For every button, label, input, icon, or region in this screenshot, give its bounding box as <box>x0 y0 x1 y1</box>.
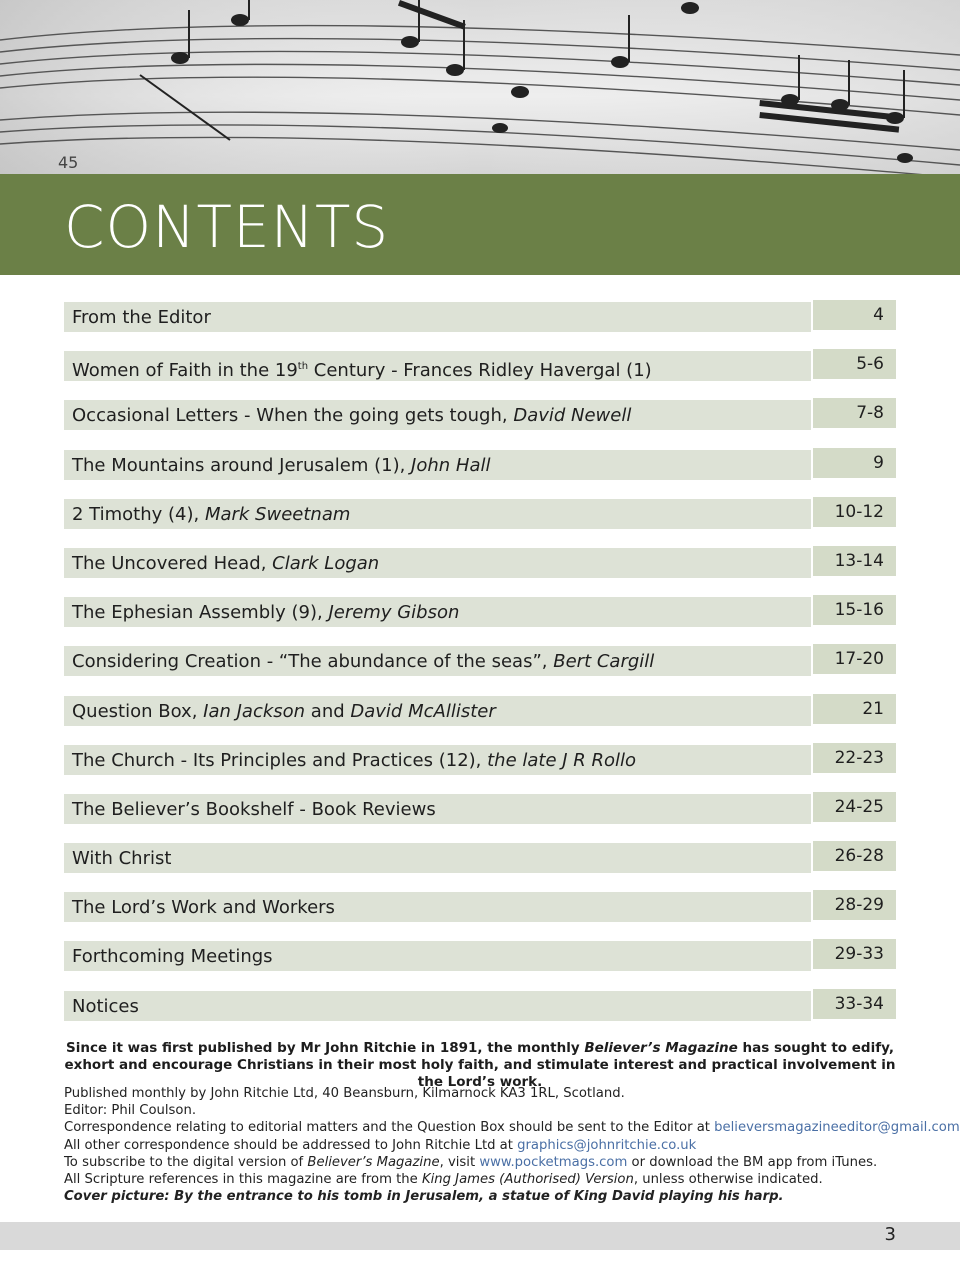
toc-title: Question Box, Ian Jackson and David McAllister <box>64 696 811 726</box>
toc-author: the late J R Rollo <box>487 749 637 771</box>
toc-author: David McAllister <box>350 700 496 722</box>
toc-row[interactable] <box>64 794 896 824</box>
toc-row[interactable] <box>64 646 896 676</box>
publisher-line: Published monthly by John Ritchie Ltd, 40 Beansburn, Kilmarnock KA3 1RL, Scotland. <box>64 1086 625 1101</box>
toc-author: John Hall <box>411 454 491 476</box>
svg-text:45: 45 <box>58 153 79 172</box>
toc-row[interactable] <box>64 302 896 332</box>
toc-title: From the Editor <box>64 302 811 332</box>
pocketmags-link[interactable]: www.pocketmags.com <box>479 1154 628 1170</box>
toc-row[interactable] <box>64 843 896 873</box>
toc-row[interactable] <box>64 597 896 627</box>
toc-title: The Lord’s Work and Workers <box>64 892 811 922</box>
toc-title: The Uncovered Head, Clark Logan <box>64 548 811 578</box>
page-number: 3 <box>884 1224 896 1245</box>
toc-author: Mark Sweetnam <box>204 503 351 525</box>
toc-row[interactable] <box>64 499 896 529</box>
toc-row[interactable] <box>64 892 896 922</box>
toc-page: 29-33 <box>813 939 896 969</box>
toc-row[interactable] <box>64 548 896 578</box>
toc-title: Forthcoming Meetings <box>64 941 811 971</box>
toc-row[interactable] <box>64 400 896 430</box>
publisher-email-link[interactable]: graphics@johnritchie.co.uk <box>517 1137 697 1153</box>
page-title: CONTENTS <box>64 193 390 261</box>
toc-page: 10-12 <box>813 497 896 527</box>
toc-page: 15-16 <box>813 595 896 625</box>
toc-title: The Believer’s Bookshelf - Book Reviews <box>64 794 811 824</box>
toc-page: 17-20 <box>813 644 896 674</box>
subscribe-line: To subscribe to the digital version of Believer’s Magazine, visit www.pocketmags.com or download the BM app from iTunes. <box>64 1154 878 1170</box>
toc-page: 9 <box>813 448 896 478</box>
toc-page: 28-29 <box>813 890 896 920</box>
publication-info <box>64 1085 960 1205</box>
toc-row[interactable] <box>64 941 896 971</box>
cover-picture-line: Cover picture: By the entrance to his tomb in Jerusalem, a statue of King David playing his harp. <box>64 1189 784 1205</box>
editorial-correspondence-line: Correspondence relating to editorial matters and the Question Box should be sent to the Editor at believersmagazineeditor@gmail.com <box>64 1120 960 1136</box>
toc-author: David Newell <box>513 405 632 427</box>
toc-title: 2 Timothy (4), Mark Sweetnam <box>64 499 811 529</box>
toc-author: Bert Cargill <box>553 651 655 673</box>
toc-author: Ian Jackson <box>203 700 306 722</box>
toc-page: 7-8 <box>813 398 896 428</box>
toc-row[interactable] <box>64 991 896 1021</box>
scripture-line: All Scripture references in this magazine are from the King James (Authorised) Version, unless otherwise indicated. <box>64 1172 823 1188</box>
toc-page: 33-34 <box>813 989 896 1019</box>
footer-bar <box>0 1222 960 1250</box>
toc-title: The Mountains around Jerusalem (1), John Hall <box>64 450 811 480</box>
table-of-contents <box>64 302 896 1040</box>
editor-email-link[interactable]: believersmagazineeditor@gmail.com <box>714 1120 960 1136</box>
toc-author: Jeremy Gibson <box>328 602 460 624</box>
toc-row[interactable] <box>64 745 896 775</box>
toc-page: 26-28 <box>813 841 896 871</box>
other-correspondence-line: All other correspondence should be addressed to John Ritchie Ltd at graphics@johnritchie.co.uk <box>64 1137 697 1153</box>
editor-line: Editor: Phil Coulson. <box>64 1103 197 1119</box>
toc-title: The Ephesian Assembly (9), Jeremy Gibson <box>64 597 811 627</box>
toc-page: 21 <box>813 694 896 724</box>
toc-title: Women of Faith in the 19th Century - Frances Ridley Havergal (1) <box>64 351 811 381</box>
toc-title: Notices <box>64 991 811 1021</box>
toc-page: 22-23 <box>813 743 896 773</box>
mission-statement: Since it was first published by Mr John Ritchie in 1891, the monthly Believer’s Magazine has sought to edify, exhort and encourage Christians in their most holy faith, and stimulate interest and practical involvement in the Lord’s work. <box>64 1040 896 1090</box>
toc-page: 5-6 <box>813 349 896 379</box>
toc-title: The Church - Its Principles and Practices (12), the late J R Rollo <box>64 745 811 775</box>
toc-row[interactable] <box>64 696 896 726</box>
toc-title: Considering Creation - “The abundance of the seas”, Bert Cargill <box>64 646 811 676</box>
toc-page: 13-14 <box>813 546 896 576</box>
toc-title: With Christ <box>64 843 811 873</box>
toc-row[interactable] <box>64 450 896 480</box>
toc-title: Occasional Letters - When the going gets tough, David Newell <box>64 400 811 430</box>
toc-page: 24-25 <box>813 792 896 822</box>
toc-row[interactable] <box>64 351 896 381</box>
toc-page: 4 <box>813 300 896 330</box>
sheet-music-header-image <box>0 0 960 175</box>
toc-author: Clark Logan <box>272 552 380 574</box>
